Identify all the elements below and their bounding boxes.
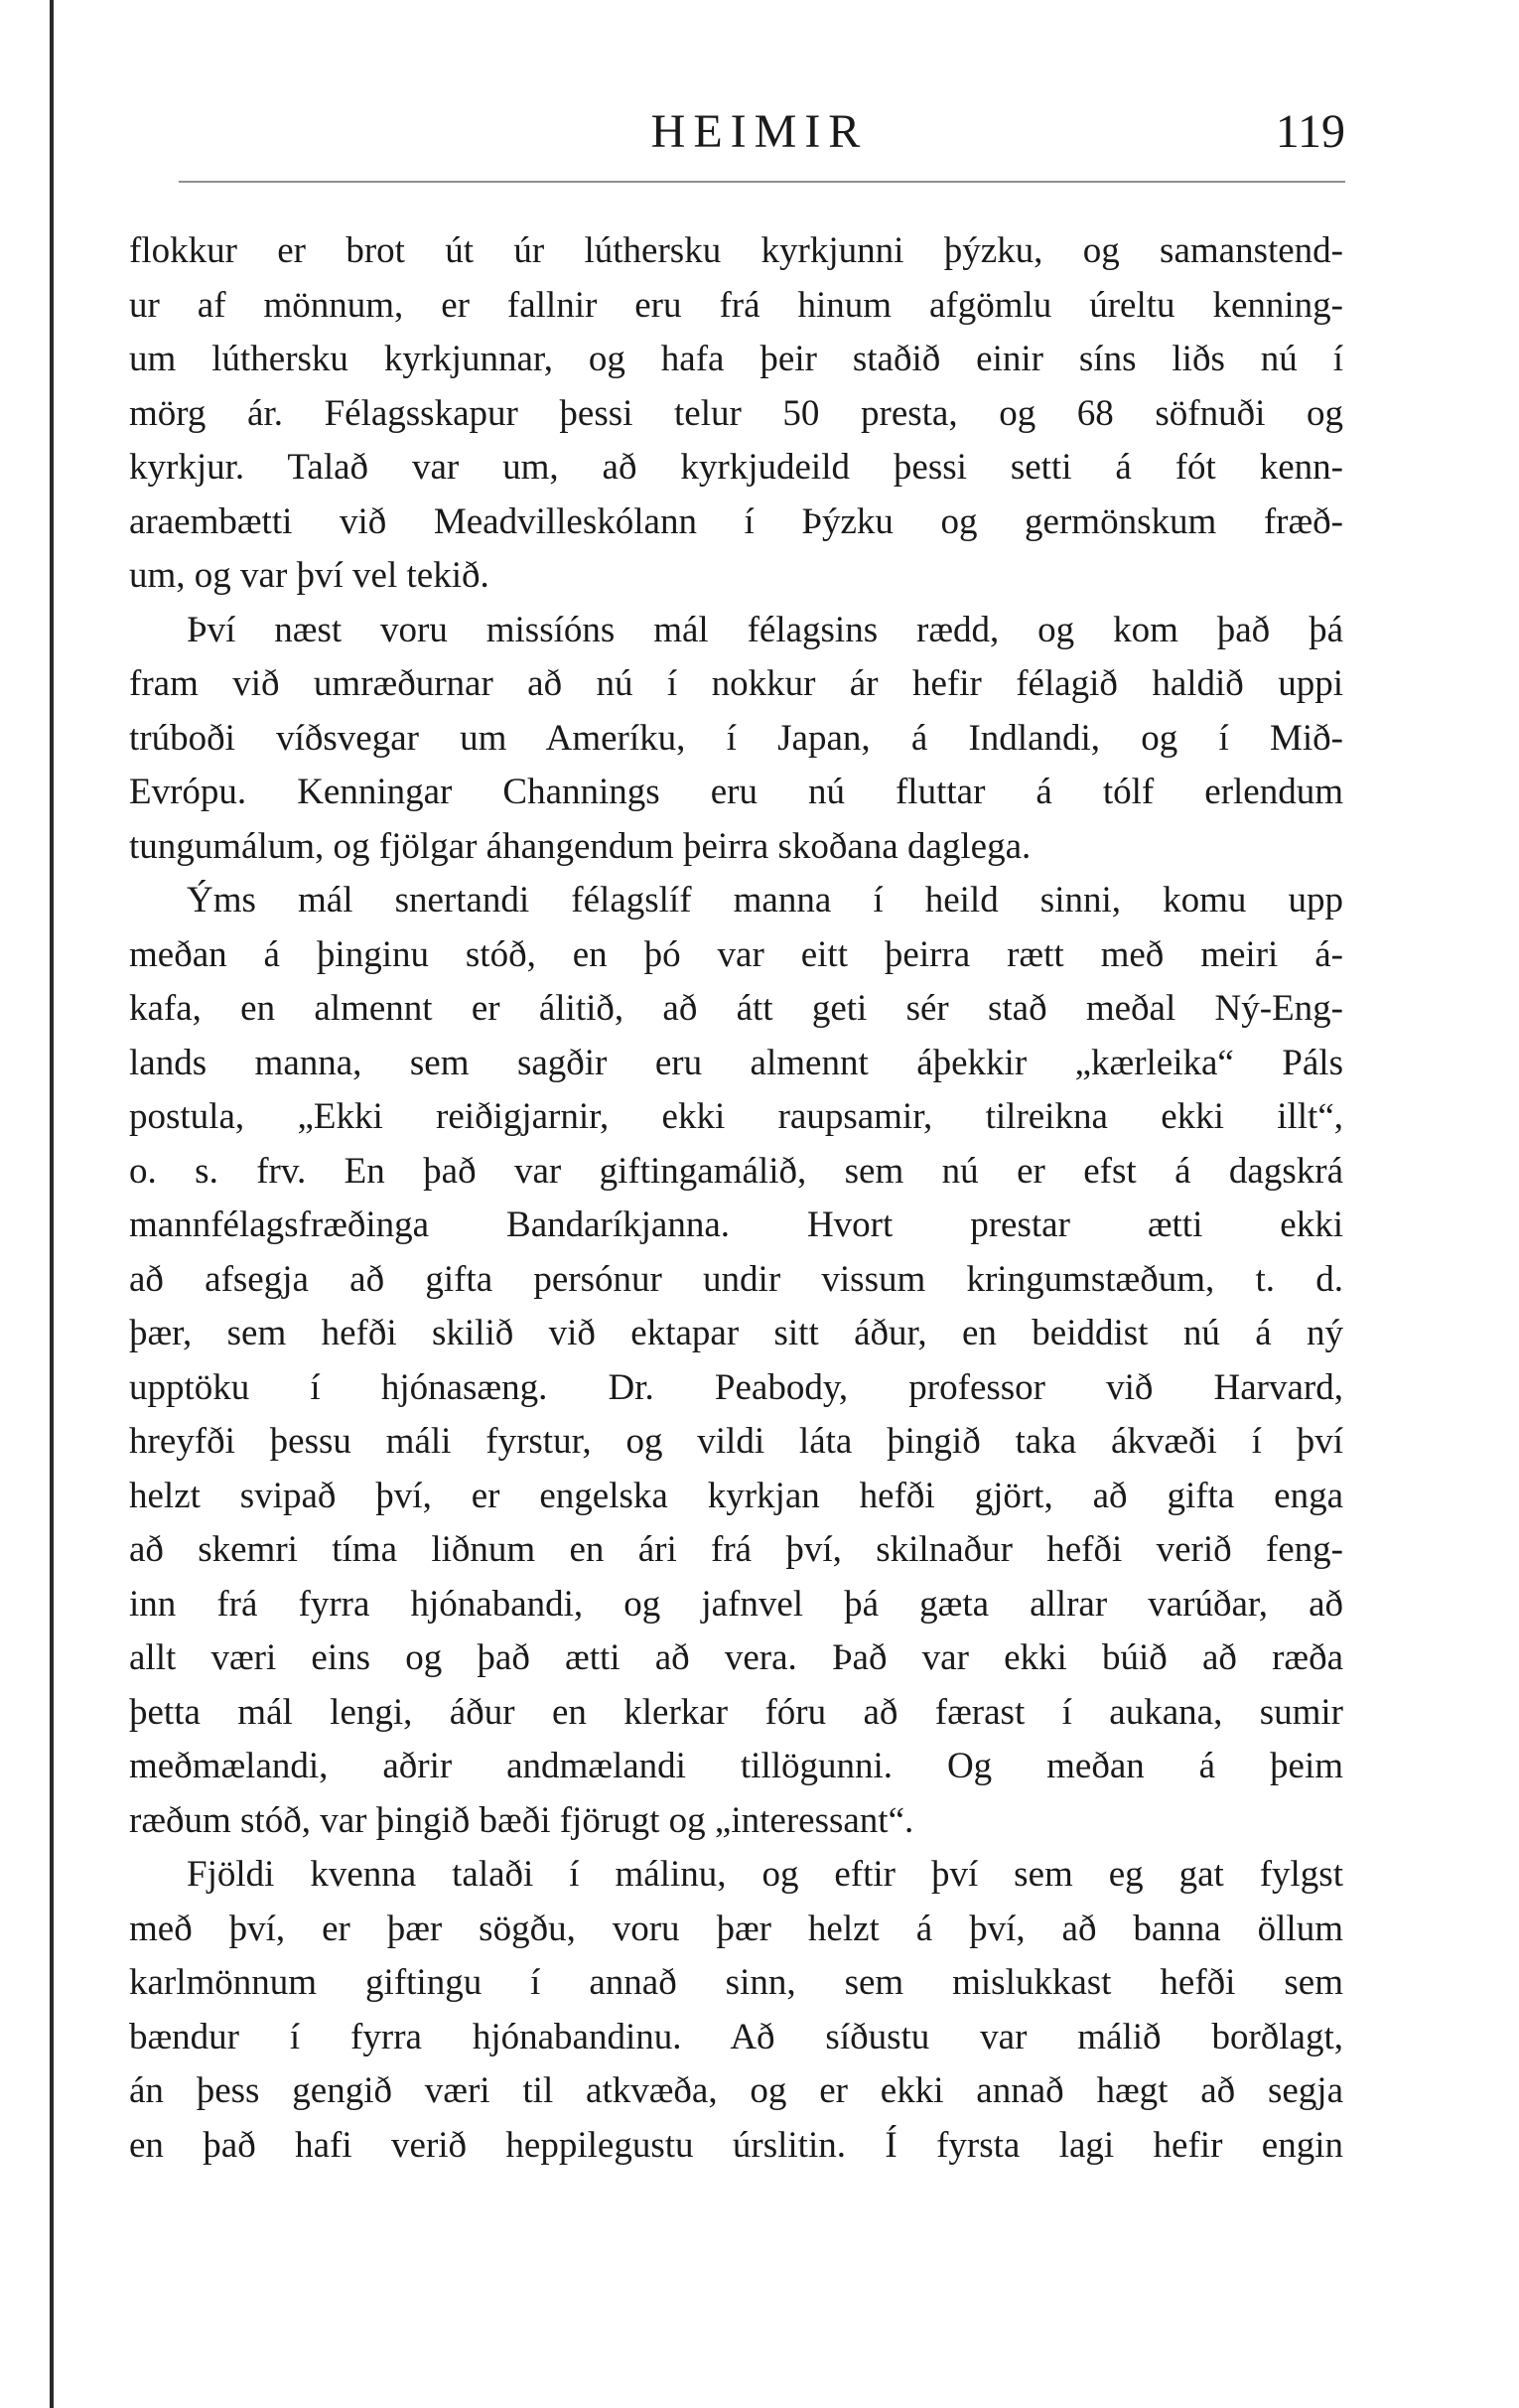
- text-line: með því, er þær sögðu, voru þær helzt á því, að banna öllum: [129, 1908, 1343, 1949]
- text-line: án þess gengið væri til atkvæða, og er ekki annað hægt að segja: [129, 2070, 1343, 2111]
- running-title: HEIMIR: [650, 105, 869, 158]
- text-line: tungumálum, og fjölgar áhangendum þeirra skoðana daglega.: [129, 825, 1032, 867]
- header-rule: [179, 181, 1345, 183]
- paragraph: [129, 1848, 1343, 2173]
- text-line: mörg ár. Félagsskapur þessi telur 50 presta, og 68 söfnuði og: [129, 392, 1343, 434]
- text-line: kafa, en almennt er álitið, að átt geti sér stað meðal Ný-Eng-: [129, 988, 1343, 1029]
- text-line: þær, sem hefði skilið við ektapar sitt áður, en beiddist nú á ný: [129, 1313, 1343, 1353]
- text-line: inn frá fyrra hjónabandi, og jafnvel þá gæta allrar varúðar, að: [129, 1583, 1343, 1625]
- text-line: upptöku í hjónasæng. Dr. Peabody, professor við Harvard,: [129, 1366, 1343, 1408]
- text-line: meðmælandi, aðrir andmælandi tillögunni. Og meðan á þeim: [129, 1746, 1343, 1786]
- text-line: o. s. frv. En það var giftingamálið, sem nú er efst á dagskrá: [129, 1150, 1343, 1192]
- text-line: karlmönnum giftingu í annað sinn, sem mislukkast hefði sem: [129, 1962, 1343, 2003]
- paragraph: [129, 224, 1343, 604]
- text-line: Fjöldi kvenna talaði í málinu, og eftir því sem eg gat fylgst: [187, 1854, 1343, 1895]
- text-line: postula, „Ekki reiðigjarnir, ekki raupsamir, tilreikna ekki illt“,: [129, 1096, 1343, 1137]
- text-line: ræðum stóð, var þingið bæði fjörugt og „interessant“.: [129, 1799, 914, 1841]
- text-line: að skemri tíma liðnum en ári frá því, skilnaður hefði verið feng-: [129, 1529, 1343, 1570]
- text-line: fram við umræðurnar að nú í nokkur ár hefir félagið haldið uppi: [129, 663, 1343, 704]
- text-line: hreyfði þessu máli fyrstur, og vildi láta þingið taka ákvæði í því: [129, 1421, 1343, 1462]
- text-line: allt væri eins og það ætti að vera. Það var ekki búið að ræða: [129, 1637, 1343, 1678]
- text-line: ur af mönnum, er fallnir eru frá hinum afgömlu úreltu kenning-: [129, 284, 1343, 326]
- text-line: flokkur er brot út úr lúthersku kyrkjunni þýzku, og samanstend-: [129, 230, 1343, 271]
- text-line: Því næst voru missíóns mál félagsins rædd, og kom það þá: [187, 609, 1343, 650]
- paragraph: [129, 604, 1343, 875]
- text-line: trúboði víðsvegar um Ameríku, í Japan, á Indlandi, og í Mið-: [129, 717, 1343, 759]
- page-binding-edge: [50, 0, 54, 2408]
- text-line: araembætti við Meadvilleskólann í Þýzku og germönskum fræð-: [129, 500, 1343, 542]
- text-line: að afsegja að gifta persónur undir vissum kringumstæðum, t. d.: [129, 1258, 1343, 1300]
- text-line: lands manna, sem sagðir eru almennt áþekkir „kærleika“ Páls: [129, 1042, 1343, 1083]
- running-header: [0, 104, 1519, 164]
- text-line: bændur í fyrra hjónabandinu. Að síðustu var málið borðlagt,: [129, 2016, 1343, 2057]
- text-line: um lúthersku kyrkjunnar, og hafa þeir staðið einir síns liðs nú í: [129, 339, 1343, 379]
- text-line: meðan á þinginu stóð, en þó var eitt þeirra rætt með meiri á-: [129, 933, 1343, 975]
- text-line: um, og var því vel tekið.: [129, 555, 489, 596]
- body-text: [129, 224, 1343, 2173]
- text-line: helzt svipað því, er engelska kyrkjan hefði gjört, að gifta enga: [129, 1475, 1343, 1516]
- text-line: mannfélagsfræðinga Bandaríkjanna. Hvort prestar ætti ekki: [129, 1204, 1343, 1245]
- text-line: kyrkjur. Talað var um, að kyrkjudeild þessi setti á fót kenn-: [129, 447, 1343, 488]
- text-line: þetta mál lengi, áður en klerkar fóru að færast í aukana, sumir: [129, 1691, 1343, 1733]
- page-number: 119: [1275, 105, 1345, 158]
- paragraph: [129, 874, 1343, 1848]
- text-line: en það hafi verið heppilegustu úrslitin. Í fyrsta lagi hefir engin: [129, 2124, 1343, 2166]
- text-line: Ýms mál snertandi félagslíf manna í heild sinni, komu upp: [187, 880, 1343, 921]
- text-line: Evrópu. Kenningar Channings eru nú fluttar á tólf erlendum: [129, 772, 1343, 812]
